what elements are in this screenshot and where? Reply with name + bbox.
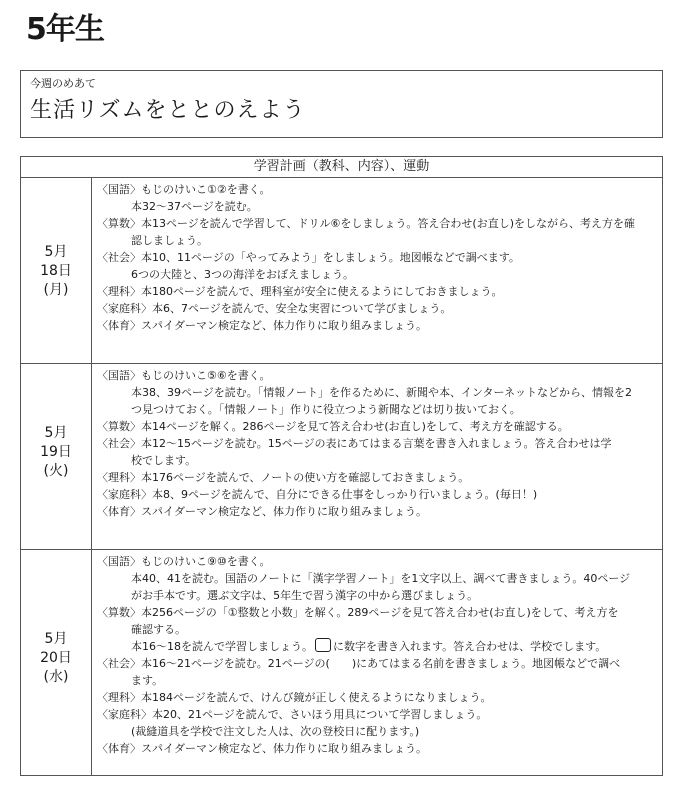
plan-line: 〈家庭科〉本6、7ページを読んで、安全な実習について学びましょう。	[97, 302, 452, 315]
plan-line: (裁縫道具を学校で注文した人は、次の登校日に配ります。)	[131, 725, 420, 738]
plan-line: 認しましょう。	[131, 234, 208, 247]
date-cell	[21, 364, 92, 550]
plan-line: 〈国語〉もじのけいこ①②を書く。	[97, 183, 271, 196]
plan-line: 本40、41を読む。国語のノートに「漢字学習ノート」を1文字以上、調べて書きましょう。40ページ	[131, 572, 631, 585]
plan-line: 〈理科〉本184ページを読んで、けんび鏡が正しく使えるようになりましょう。	[97, 691, 492, 704]
plan-line	[97, 638, 658, 655]
weekly-goal-box	[20, 70, 663, 138]
study-plan-header: 学習計画（教科、内容）、運動	[21, 157, 662, 178]
plan-line: ます。	[131, 674, 164, 687]
plan-line: 6つの大陸と、3つの海洋をおぼえましょう。	[131, 268, 354, 281]
date-weekday: (月)	[43, 282, 69, 298]
plan-line: 〈国語〉もじのけいこ⑤⑥を書く。	[97, 369, 271, 382]
day-row-3	[21, 549, 662, 776]
day-content	[97, 553, 658, 757]
plan-line: 〈算数〉本13ページを読んで学習して、ドリル⑥をしましょう。答え合わせ(お直し)をしながら、考え方を確	[97, 217, 635, 230]
plan-line: 〈家庭科〉本8、9ページを読んで、自分にできる仕事をしっかり行いましょう。(毎日！)	[97, 488, 538, 501]
plan-line: 〈算数〉本256ページの「①整数と小数」を解く。289ページを見て答え合わせ(お直し)をして、考え方を	[97, 606, 619, 619]
weekly-goal-text: 生活リズムをととのえよう	[30, 98, 306, 123]
plan-line: 〈算数〉本14ページを解く。286ページを見て答え合わせ(お直し)をして、考え方を確認する。	[97, 420, 569, 433]
plan-line: 〈社会〉本16～21ページを読む。21ページの( )にあてはまる名前を書きましょう。地図帳などで調べ	[97, 657, 621, 670]
plan-text: 本16～18を読んで学習しましょう。	[131, 640, 313, 653]
date-weekday: (火)	[43, 463, 69, 479]
date-day: 18日	[40, 263, 72, 279]
plan-line: 〈体育〉スパイダーマン検定など、体力作りに取り組みましょう。	[97, 319, 427, 332]
plan-line: 〈理科〉本180ページを読んで、理科室が安全に使えるようにしておきましょう。	[97, 285, 503, 298]
plan-line: 確認する。	[131, 623, 186, 636]
plan-line: つ見つけておく。「情報ノート」作りに役立つよう新聞などは切り抜いておく。	[131, 403, 521, 416]
plan-line: 本32～37ページを読む。	[131, 200, 258, 213]
date-month: 5月	[44, 244, 68, 260]
day-content	[97, 367, 658, 520]
date-cell	[21, 178, 92, 363]
day-content	[97, 181, 658, 334]
plan-line: 〈家庭科〉本20、21ページを読んで、さいほう用具について学習しましょう。	[97, 708, 488, 721]
plan-line: 〈理科〉本176ページを読んで、ノートの使い方を確認しておきましょう。	[97, 471, 470, 484]
plan-line: 〈社会〉本10、11ページの「やってみよう」をしましょう。地図帳などで調べます。	[97, 251, 520, 264]
plan-text: に数字を書き入れます。答え合わせは、学校でします。	[333, 640, 607, 653]
date-day: 19日	[40, 444, 72, 460]
answer-box-icon	[315, 638, 331, 652]
grade-title: 5年生	[26, 12, 104, 47]
plan-line: 校でします。	[131, 454, 197, 467]
plan-line: がお手本です。選ぶ文字は、5年生で習う漢字の中から選びましょう。	[131, 589, 479, 602]
plan-line: 本38、39ページを読む。「情報ノート」を作るために、新聞や本、インターネットなどから、情報を2	[131, 386, 632, 399]
date-month: 5月	[44, 631, 68, 647]
day-row-2	[21, 363, 662, 550]
date-day: 20日	[40, 650, 72, 666]
plan-line: 〈体育〉スパイダーマン検定など、体力作りに取り組みましょう。	[97, 505, 427, 518]
plan-line: 〈社会〉本12～15ページを読む。15ページの表にあてはまる言葉を書き入れましょう。答え合わせは学	[97, 437, 612, 450]
date-month: 5月	[44, 425, 68, 441]
day-row-1	[21, 178, 662, 363]
date-cell	[21, 550, 92, 776]
plan-line: 〈体育〉スパイダーマン検定など、体力作りに取り組みましょう。	[97, 742, 427, 755]
date-weekday: (水)	[43, 669, 69, 685]
study-plan-table	[20, 156, 663, 776]
plan-line: 〈国語〉もじのけいこ⑨⑩を書く。	[97, 555, 271, 568]
weekly-goal-label: 今週のめあて	[30, 77, 96, 90]
